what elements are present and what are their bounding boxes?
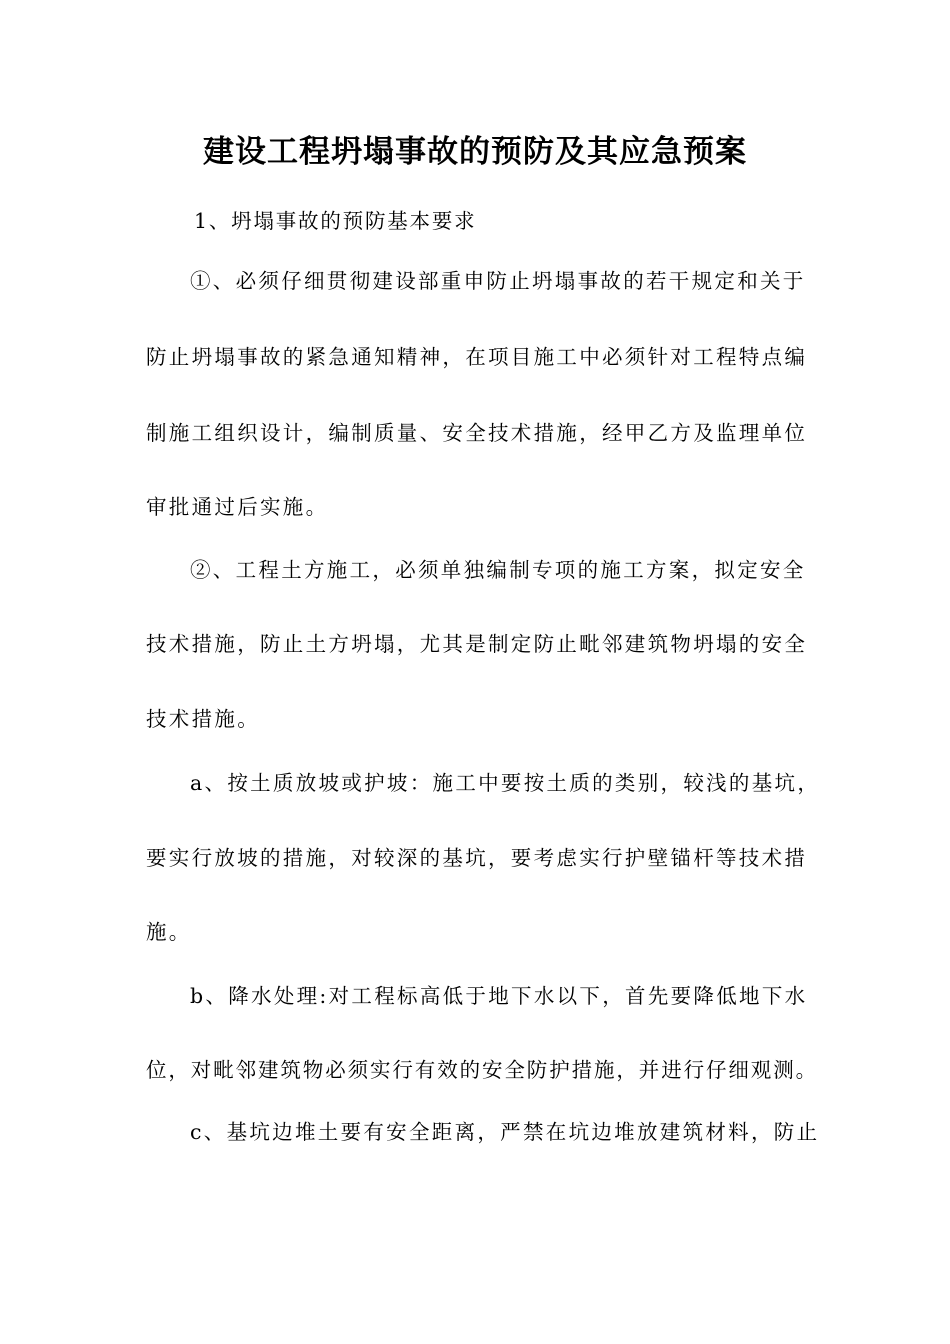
document-title: 建设工程坍塌事故的预防及其应急预案 — [203, 134, 747, 170]
paragraph-line: 制施工组织设计，编制质量、安全技术措施，经甲乙方及监理单位 — [146, 421, 808, 445]
paragraph-line: a、按土质放坡或护坡：施工中要按土质的类别，较浅的基坑， — [190, 771, 821, 795]
paragraph-line: 施。 — [146, 920, 192, 944]
paragraph-line: 技术措施。 — [146, 707, 260, 731]
paragraph-line: b、降水处理:对工程标高低于地下水以下，首先要降低地下水 — [190, 984, 808, 1008]
paragraph-line: 技术措施，防止土方坍塌，尤其是制定防止毗邻建筑物坍塌的安全 — [146, 632, 808, 656]
section-heading: 1、坍塌事故的预防基本要求 — [194, 209, 477, 233]
paragraph-line: c、基坑边堆土要有安全距离，严禁在坑边堆放建筑材料，防止 — [190, 1120, 820, 1144]
paragraph-line: 防止坍塌事故的紧急通知精神，在项目施工中必须针对工程特点编 — [146, 345, 808, 369]
paragraph-line: ②、工程土方施工，必须单独编制专项的施工方案，拟定安全 — [190, 558, 806, 582]
paragraph-line: 位，对毗邻建筑物必须实行有效的安全防护措施，并进行仔细观测。 — [146, 1058, 818, 1082]
paragraph-line: ①、必须仔细贯彻建设部重申防止坍塌事故的若干规定和关于 — [190, 269, 806, 293]
paragraph-line: 审批通过后实施。 — [146, 495, 329, 519]
paragraph-line: 要实行放坡的措施，对较深的基坑，要考虑实行护壁锚杆等技术措 — [146, 846, 808, 870]
